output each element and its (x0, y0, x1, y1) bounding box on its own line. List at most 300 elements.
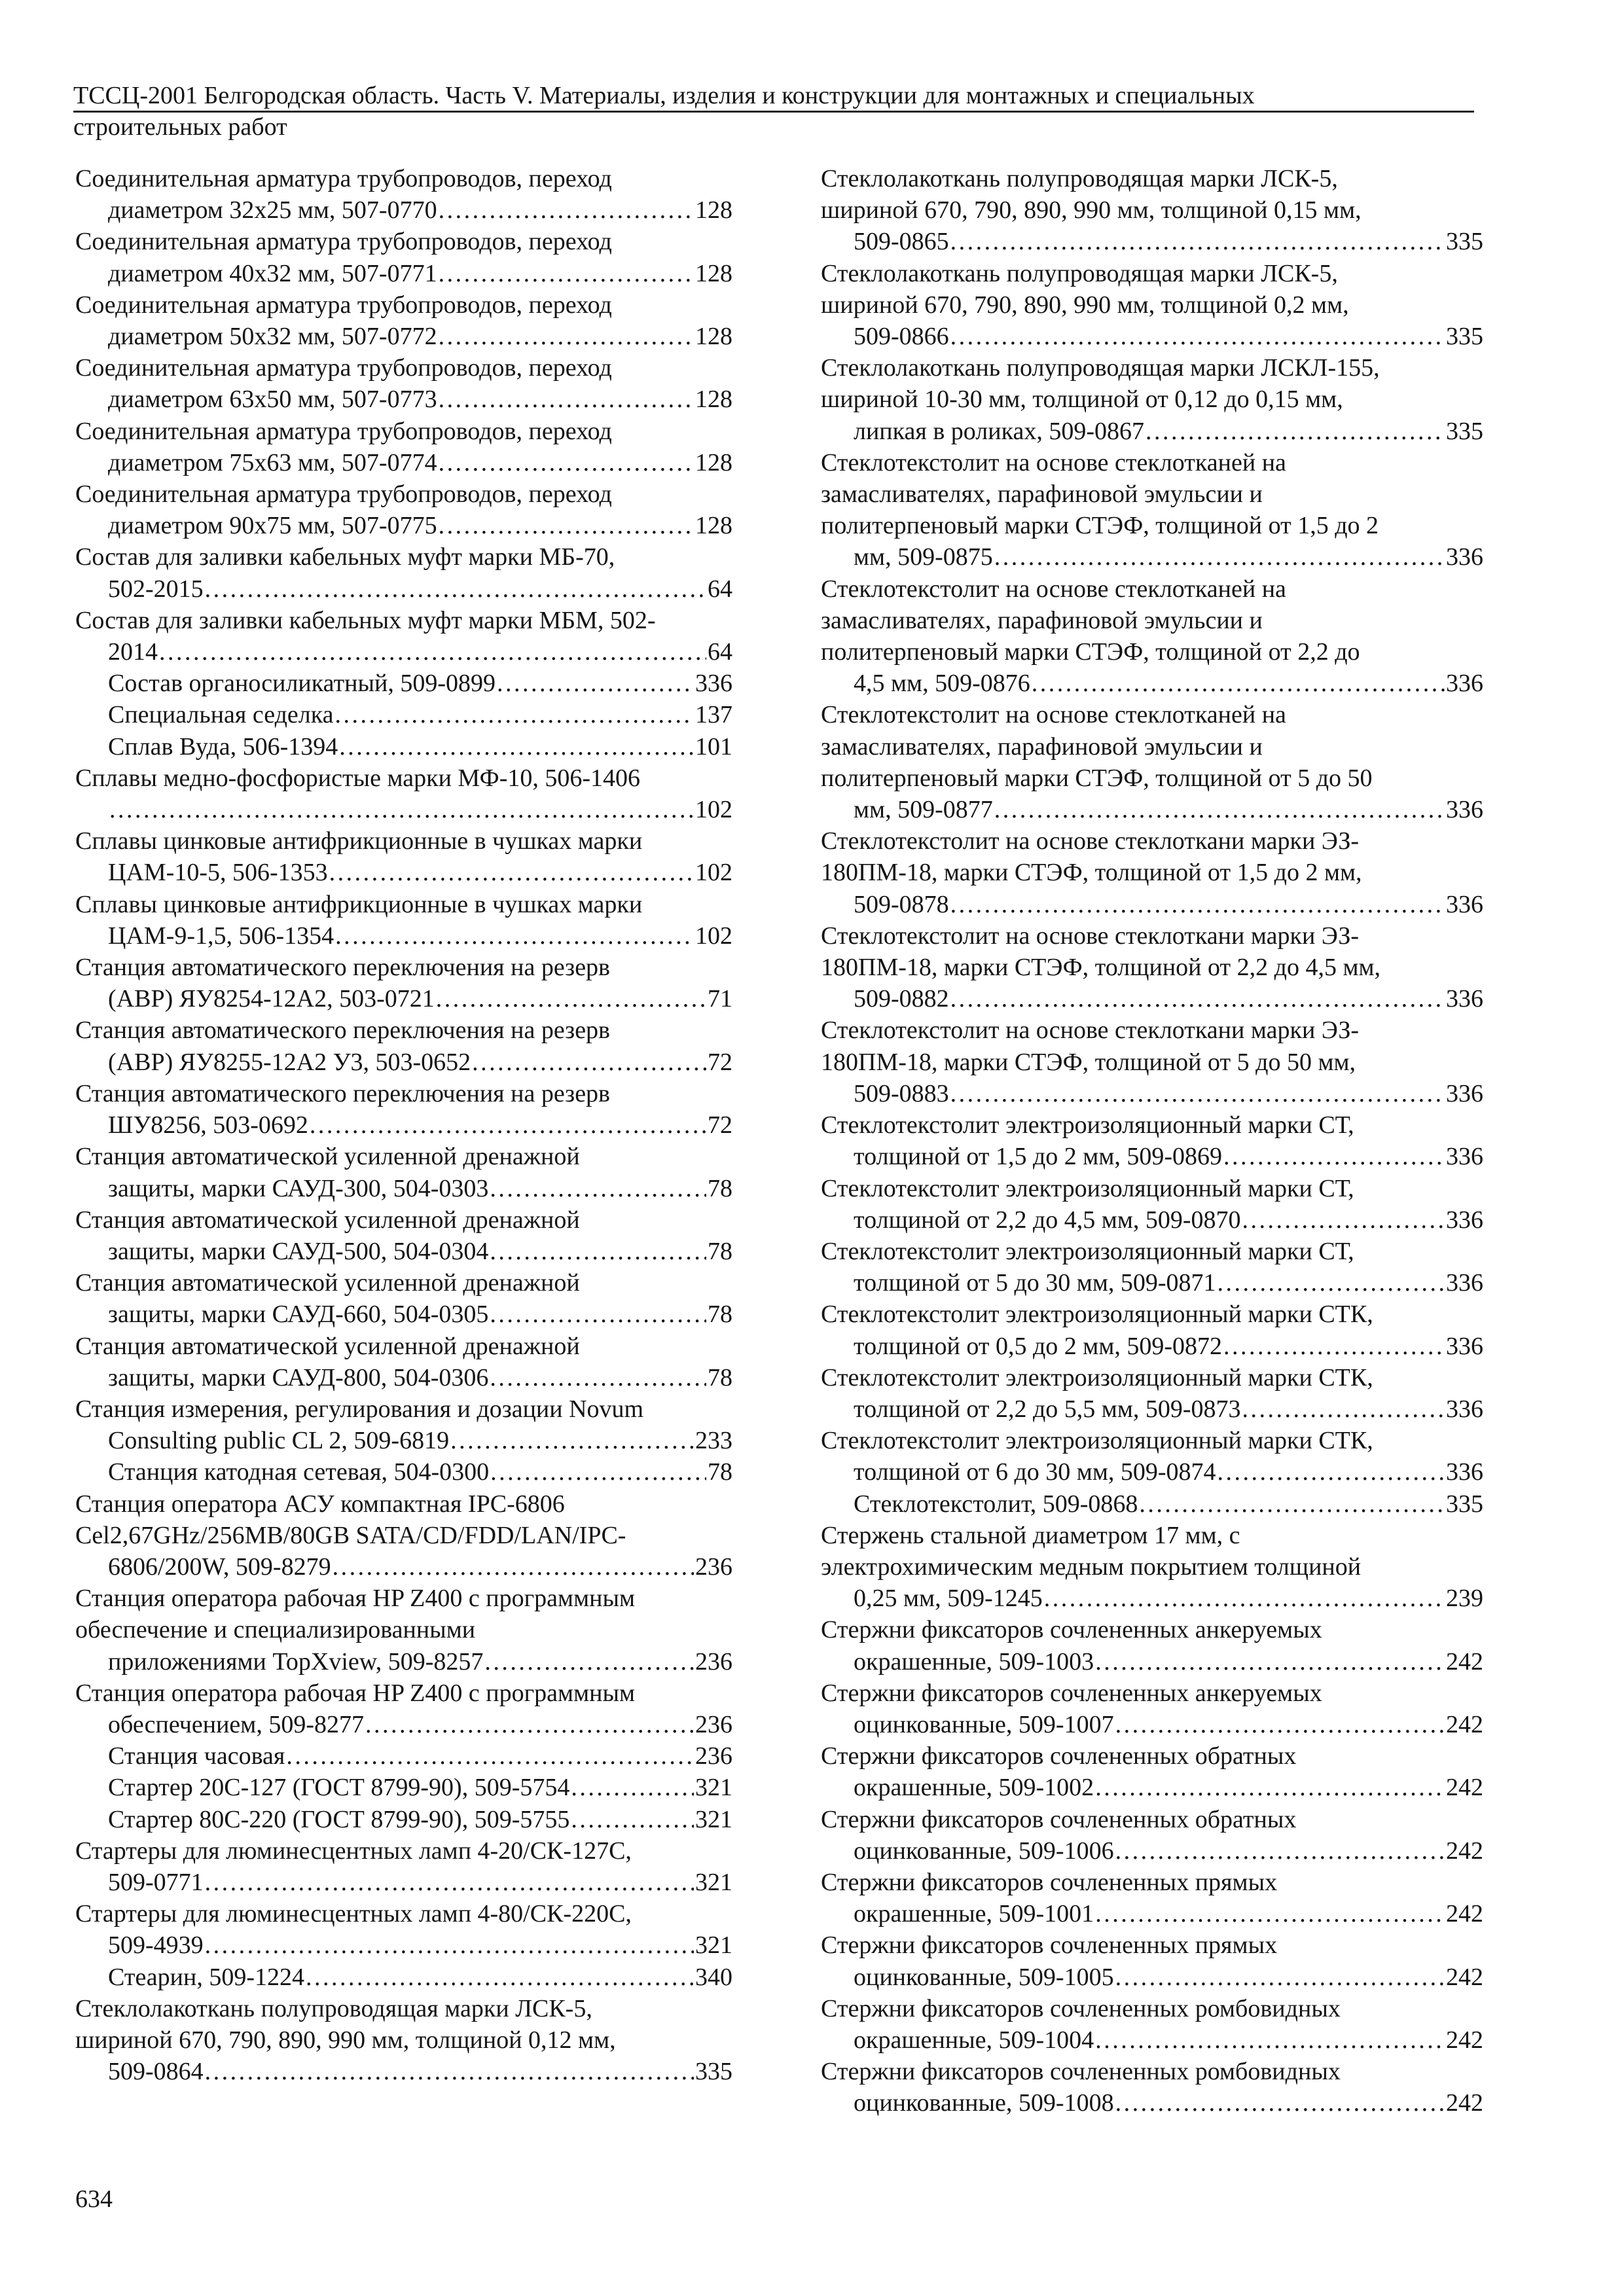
index-entry-page-number: 236 (695, 1647, 732, 1676)
index-entry-text-line: Стеклотекстолит, 509-0868 (854, 1490, 1138, 1518)
dot-leader (1218, 1456, 1445, 1488)
index-entry-text-line: 180ПМ-18, марки СТЭФ, толщиной от 5 до 50 мм, (821, 1048, 1356, 1076)
index-entry-text-line: Стеклотекстолит на основе стеклоткани марки ЭЗ- (821, 1016, 1360, 1045)
dot-leader (490, 1456, 706, 1488)
index-entry-text-line: окрашенные, 509-1001 (854, 1900, 1094, 1928)
index-entry (75, 1267, 732, 1330)
index-entry-text-line: 180ПМ-18, марки СТЭФ, толщиной от 1,5 до 2 мм, (821, 859, 1362, 887)
index-entry-page-number: 242 (1446, 1774, 1483, 1802)
dot-leader (497, 668, 694, 699)
dot-leader (205, 1929, 694, 1961)
index-entry-page-number: 321 (695, 1868, 732, 1896)
index-entry-text-line: диаметром 40х32 мм, 507-0771 (108, 259, 437, 287)
dot-leader (994, 794, 1445, 825)
dot-leader (1044, 1583, 1445, 1614)
index-entry-text-line: Стеклотекстолит электроизоляционный марки СТК, (821, 1363, 1373, 1391)
index-entry-page-number: 336 (1446, 1332, 1483, 1360)
index-entry-text-line: Станция автоматического переключения на резерв (75, 1016, 610, 1045)
index-entry-page-number: 336 (695, 670, 732, 698)
index-entry-page-number: 336 (1446, 1269, 1483, 1297)
index-entry-last-line (108, 1804, 732, 1835)
index-entry (821, 699, 1483, 825)
index-entry-text-line: Стеклотекстолит на основе стеклотканей на (821, 575, 1286, 603)
index-entry-text-line: защиты, марки САУД-800, 504-0306 (108, 1363, 489, 1391)
index-entry-text-line: приложениями TopXview, 509-8257 (108, 1647, 484, 1676)
index-entry-page-number: 335 (1446, 1490, 1483, 1518)
dot-leader (109, 794, 694, 825)
dot-leader (1242, 1204, 1445, 1236)
index-entry-last-line (854, 1962, 1483, 1993)
index-entry-page-number: 335 (1446, 417, 1483, 445)
index-entry (821, 1804, 1483, 1867)
index-entry-page-number: 336 (1446, 1206, 1483, 1234)
index-entry-text-line: 0,25 мм, 509-1245 (854, 1585, 1043, 1613)
index-entry-text-line: оцинкованные, 509-1006 (854, 1837, 1114, 1865)
index-entry-text-line: оцинкованные, 509-1008 (854, 2089, 1114, 2117)
index-entry (75, 889, 732, 952)
dot-leader (1095, 1898, 1445, 1929)
index-entry-text-line: обеспечение и специализированными (75, 1616, 476, 1644)
index-entry-text-line: Сплав Вуда, 506-1394 (108, 732, 338, 761)
index-entry (821, 1425, 1483, 1488)
index-entry-page-number: 242 (1446, 2089, 1483, 2117)
index-entry-last-line (854, 1583, 1483, 1614)
index-entry-text-line: диаметром 32х25 мм, 507-0770 (108, 196, 437, 224)
index-entry-text-line: электрохимическим медным покрытием толщиной (821, 1552, 1362, 1581)
index-entry (75, 668, 732, 699)
index-entry-page-number: 128 (695, 259, 732, 287)
index-entry-page-number: 71 (708, 985, 732, 1013)
dot-leader (490, 1362, 706, 1393)
dot-leader (484, 1646, 694, 1677)
index-entry-text-line: 509-0883 (854, 1079, 949, 1107)
index-entry (75, 1804, 732, 1835)
index-entry-last-line (108, 2056, 732, 2087)
index-entry-text-line: Стержни фиксаторов сочлененных анкеруемых (821, 1679, 1322, 1707)
index-entry-text-line: толщиной от 5 до 30 мм, 509-0871 (854, 1269, 1216, 1297)
index-entry-page-number: 336 (1446, 1079, 1483, 1107)
index-entry-text-line: Состав органосиликатный, 509-0899 (108, 670, 496, 698)
index-entry-text-line: Стартеры для люминесцентных ламп 4-20/СК-127С, (75, 1837, 632, 1865)
index-entry-page-number: 236 (695, 1552, 732, 1581)
index-entry-text-line: Стартеры для люминесцентных ламп 4-80/СК-220С, (75, 1900, 632, 1928)
index-entry-text-line: 502-2015 (108, 575, 204, 603)
running-header (73, 81, 1474, 141)
index-entry-text-line: мм, 509-0877 (854, 796, 993, 824)
dot-leader (339, 731, 694, 762)
index-entry-last-line (108, 1173, 732, 1204)
index-entry-text-line: шириной 670, 790, 890, 990 мм, толщиной 0,12 мм, (75, 2026, 616, 2054)
page-number: 634 (75, 2185, 113, 2213)
index-entry-text-line: 509-0866 (854, 323, 949, 351)
index-entry-page-number: 78 (708, 1363, 732, 1391)
index-entry (821, 1677, 1483, 1740)
dot-leader (439, 384, 694, 415)
index-entry-last-line (108, 1299, 732, 1330)
index-entry-text-line: Соединительная арматура трубопроводов, переход (75, 165, 612, 192)
index-entry-text-line: политерпеновый марки СТЭФ, толщиной от 1,5 до 2 (821, 512, 1379, 540)
index-column-left (75, 163, 732, 2087)
index-entry-text-line: 509-0865 (854, 228, 949, 256)
index-entry-text-line: толщиной от 2,2 до 4,5 мм, 509-0870 (854, 1206, 1241, 1234)
index-entry-text-line: Стеклолакоткань полупроводящая марки ЛСК-5, (821, 259, 1338, 287)
dot-leader (1115, 1709, 1445, 1740)
index-entry-text-line: Стеклолакоткань полупроводящая марки ЛСК-5, (75, 1994, 592, 2022)
index-entry-last-line (108, 321, 732, 352)
dot-leader (450, 1425, 694, 1456)
index-entry-text-line: Станция катодная сетевая, 504-0300 (108, 1458, 490, 1486)
index-entry-page-number: 242 (1446, 2026, 1483, 2054)
index-entry-last-line (854, 1646, 1483, 1677)
index-entry (75, 541, 732, 604)
dot-leader (571, 1772, 694, 1803)
dot-leader (1115, 1962, 1445, 1993)
index-entry-page-number: 64 (708, 575, 732, 603)
index-entry-last-line (108, 1425, 732, 1456)
index-entry-text-line: Станция измерения, регулирования и дозации Novum (75, 1395, 644, 1423)
index-entry (821, 1520, 1483, 1615)
index-entry-last-line (854, 889, 1483, 920)
index-entry-last-line (108, 731, 732, 762)
index-entry-text-line: шириной 670, 790, 890, 990 мм, толщиной 0,2 мм, (821, 291, 1349, 319)
index-column-right (821, 163, 1483, 2119)
index-entry-text-line: диаметром 90х75 мм, 507-0775 (108, 512, 437, 540)
index-entry-last-line (108, 1551, 732, 1583)
index-entry-text-line: липкая в роликах, 509-0867 (854, 417, 1145, 445)
index-entry-page-number: 336 (1446, 670, 1483, 698)
index-entry-last-line (854, 2087, 1483, 2119)
index-entry-page-number: 321 (695, 1774, 732, 1802)
index-entry-page-number: 336 (1446, 1143, 1483, 1171)
index-entry (821, 163, 1483, 258)
index-entry-page-number: 236 (695, 1742, 732, 1770)
index-entry-text-line: окрашенные, 509-1004 (854, 2026, 1094, 2054)
index-entry-text-line: 6806/200W, 509-8279 (108, 1552, 331, 1581)
index-entry-last-line (854, 226, 1483, 257)
index-entry-page-number: 242 (1446, 1710, 1483, 1738)
index-entry (75, 1141, 732, 1204)
index-entry-text-line: толщиной от 0,5 до 2 мм, 509-0872 (854, 1332, 1223, 1360)
index-entry-last-line (854, 541, 1483, 573)
index-entry-text-line: Сплавы цинковые антифрикционные в чушках марки (75, 890, 643, 918)
index-entry-text-line: Consulting public CL 2, 509-6819 (108, 1427, 450, 1455)
index-entry-text-line: Соединительная арматура трубопроводов, переход (75, 480, 612, 509)
dot-leader (950, 983, 1445, 1014)
index-entry (821, 352, 1483, 447)
index-entry-text-line: Стеклолакоткань полупроводящая марки ЛСК-5, (821, 165, 1338, 192)
index-entry (75, 952, 732, 1014)
index-entry-page-number: 242 (1446, 1963, 1483, 1991)
index-entry (75, 416, 732, 478)
index-entry (75, 1583, 732, 1677)
index-entry-last-line (108, 636, 732, 668)
index-entry (821, 1867, 1483, 1929)
index-entry-last-line (108, 573, 732, 605)
index-entry-text-line: диаметром 63х50 мм, 507-0773 (108, 386, 437, 414)
index-entry-page-number: 128 (695, 386, 732, 414)
dot-leader (950, 226, 1445, 257)
index-entry-last-line (108, 920, 732, 952)
index-entry-page-number: 336 (1446, 890, 1483, 918)
dot-leader (205, 1867, 694, 1898)
index-entry-last-line (854, 794, 1483, 825)
dot-leader (439, 447, 694, 478)
index-entry-page-number: 137 (695, 701, 732, 729)
index-entry-last-line (854, 1835, 1483, 1867)
index-entry-text-line: Стержни фиксаторов сочлененных анкеруемых (821, 1616, 1322, 1644)
dot-leader (472, 1047, 706, 1078)
dot-leader (306, 1962, 694, 1993)
index-entry-last-line (108, 384, 732, 415)
index-entry-text-line: Соединительная арматура трубопроводов, переход (75, 291, 612, 319)
index-entry-text-line: Станция часовая (108, 1742, 285, 1770)
index-entry-text-line: Стартер 80С-220 (ГОСТ 8799-90), 509-5755 (108, 1805, 570, 1833)
index-entry (821, 1740, 1483, 1803)
index-entry (821, 920, 1483, 1015)
index-entry (821, 1299, 1483, 1361)
index-entry-text-line: 180ПМ-18, марки СТЭФ, толщиной от 2,2 до 4,5 мм, (821, 954, 1381, 982)
dot-leader (1223, 1141, 1445, 1172)
index-entry (75, 163, 732, 226)
index-entry-last-line (854, 1141, 1483, 1172)
dot-leader (1146, 416, 1445, 447)
index-entry-page-number: 102 (695, 859, 732, 887)
dot-leader (490, 1299, 706, 1330)
index-entry-text-line: Станция автоматической усиленной дренажной (75, 1332, 580, 1360)
index-entry-text-line: Стеклотекстолит на основе стеклотканей на (821, 701, 1286, 729)
index-entry-page-number: 242 (1446, 1900, 1483, 1928)
index-entry-page-number: 335 (695, 2058, 732, 2086)
index-entry-page-number: 236 (695, 1710, 732, 1738)
index-entry-last-line (854, 1456, 1483, 1488)
index-entry (75, 825, 732, 888)
index-entry-page-number: 101 (695, 732, 732, 761)
index-entry-page-number: 239 (1446, 1585, 1483, 1613)
index-entry-text-line: Сплавы медно-фосфористые марки МФ-10, 506-1406 (75, 764, 641, 792)
index-entry (75, 1835, 732, 1898)
index-entry (75, 1014, 732, 1077)
dot-leader (365, 1709, 694, 1740)
index-entry-page-number: 321 (695, 1805, 732, 1833)
dot-leader (1139, 1488, 1445, 1520)
index-entry-text-line: ШУ8256, 503-0692 (108, 1111, 308, 1139)
index-entry-last-line (854, 1393, 1483, 1425)
index-entry-last-line (854, 983, 1483, 1014)
index-entry-text-line: (АВР) ЯУ8254-12А2, 503-0721 (108, 985, 435, 1013)
dot-leader (571, 1804, 694, 1835)
index-entry-page-number: 72 (708, 1048, 732, 1076)
index-entry-text-line: Состав для заливки кабельных муфт марки МБ-70, (75, 543, 615, 571)
index-entry-text-line: Стартер 20С-127 (ГОСТ 8799-90), 509-5754 (108, 1774, 570, 1802)
index-entry-last-line (108, 1772, 732, 1803)
index-entry (75, 1204, 732, 1267)
index-entry-text-line: шириной 10-30 мм, толщиной от 0,12 до 0,15 мм, (821, 386, 1343, 414)
index-entry (75, 352, 732, 415)
index-entry-last-line (108, 1867, 732, 1898)
index-entry (75, 605, 732, 668)
index-entry-page-number: 336 (1446, 985, 1483, 1013)
index-entry-text-line: 509-0882 (854, 985, 949, 1013)
index-entry-page-number: 242 (1446, 1647, 1483, 1676)
index-entry-text-line: Станция автоматического переключения на резерв (75, 1079, 610, 1107)
index-entry-last-line (108, 194, 732, 226)
dot-leader (1242, 1393, 1445, 1425)
index-entry-page-number: 102 (695, 922, 732, 950)
index-entry-text-line: ЦАМ-10-5, 506-1353 (108, 859, 328, 887)
index-entry-text-line: Стержни фиксаторов сочлененных ромбовидных (821, 1994, 1341, 2022)
index-entry-last-line (108, 258, 732, 289)
index-entry-text-line: Стержни фиксаторов сочлененных ромбовидных (821, 2058, 1341, 2086)
index-entry (821, 2056, 1483, 2119)
header-title-line2: строительных работ (73, 113, 287, 141)
index-entry-text-line: мм, 509-0875 (854, 543, 993, 571)
index-entry-text-line: Стеклотекстолит на основе стеклоткани марки ЭЗ- (821, 922, 1360, 950)
index-entry-page-number: 102 (695, 796, 732, 824)
index-entry-text-line: 2014 (108, 638, 158, 666)
index-entry-last-line (108, 1047, 732, 1078)
index-entry-text-line: Станция оператора АСУ компактная IPC-6806 (75, 1490, 565, 1518)
index-entry-text-line: оцинкованные, 509-1007 (854, 1710, 1114, 1738)
index-entry-text-line: 509-0864 (108, 2058, 204, 2086)
index-entry (75, 1331, 732, 1393)
index-entry-text-line: защиты, марки САУД-500, 504-0304 (108, 1237, 489, 1265)
index-entry-page-number: 128 (695, 512, 732, 540)
index-entry (821, 1993, 1483, 2056)
index-entry-last-line (854, 1267, 1483, 1299)
dot-leader (205, 2056, 694, 2087)
index-entry-last-line (108, 1962, 732, 1993)
index-entry-text-line: 4,5 мм, 509-0876 (854, 670, 1030, 698)
index-entry-page-number: 72 (708, 1111, 732, 1139)
index-entry-page-number: 321 (695, 1931, 732, 1960)
index-entry-page-number: 78 (708, 1300, 732, 1329)
index-entry (75, 731, 732, 762)
index-entry (75, 226, 732, 289)
dot-leader (329, 857, 694, 888)
index-entry-text-line: шириной 670, 790, 890, 990 мм, толщиной 0,15 мм, (821, 196, 1362, 224)
index-entry-text-line: Стержни фиксаторов сочлененных обратных (821, 1742, 1297, 1770)
index-entry (75, 699, 732, 730)
dot-leader (950, 889, 1445, 920)
index-entry (821, 1236, 1483, 1299)
index-entry-text-line: Стеклотекстолит на основе стеклоткани марки ЭЗ- (821, 827, 1360, 855)
dot-leader (1115, 1835, 1445, 1867)
index-entry-text-line: замасливателях, парафиновой эмульсии и (821, 732, 1263, 761)
index-entry-text-line: Стержни фиксаторов сочлененных обратных (821, 1805, 1297, 1833)
index-entry-last-line (108, 1646, 732, 1677)
index-entry (821, 1614, 1483, 1677)
dot-leader (439, 510, 694, 541)
index-entry (75, 1962, 732, 1993)
index-entry (75, 1488, 732, 1583)
dot-leader (159, 636, 706, 668)
index-entry-text-line: диаметром 75х63 мм, 507-0774 (108, 448, 437, 476)
index-entry-last-line (854, 416, 1483, 447)
index-entry (821, 1014, 1483, 1109)
dot-leader (335, 699, 694, 730)
index-entry-text-line: Стержень стальной диаметром 17 мм, с (821, 1521, 1240, 1549)
dot-leader (436, 983, 706, 1014)
index-entry (821, 447, 1483, 573)
index-entry-text-line: замасливателях, парафиновой эмульсии и (821, 606, 1263, 634)
index-entry-last-line (854, 1772, 1483, 1803)
index-entry (821, 573, 1483, 700)
index-entry-last-line (108, 1929, 732, 1961)
dot-leader (994, 541, 1445, 573)
dot-leader (286, 1740, 694, 1772)
index-entry-text-line: Станция автоматического переключения на резерв (75, 954, 610, 982)
index-entry-text-line: Стеклотекстолит электроизоляционный марки СТ, (821, 1237, 1354, 1265)
index-entry-text-line: Стеклотекстолит электроизоляционный марки СТ, (821, 1174, 1354, 1202)
dot-leader (1095, 1646, 1445, 1677)
dot-leader (333, 1551, 694, 1583)
index-entry-last-line (108, 1109, 732, 1141)
dot-leader (950, 1078, 1445, 1109)
dot-leader (1095, 2024, 1445, 2056)
dot-leader (490, 1236, 706, 1267)
index-entry-text-line: толщиной от 2,2 до 5,5 мм, 509-0873 (854, 1395, 1241, 1423)
dot-leader (1218, 1267, 1445, 1299)
index-entry-text-line: Стеклотекстолит электроизоляционный марки СТК, (821, 1427, 1373, 1455)
dot-leader (490, 1173, 706, 1204)
index-entry-last-line (854, 2024, 1483, 2056)
index-entry-last-line (108, 857, 732, 888)
index-entry (75, 289, 732, 352)
index-entry (821, 1488, 1483, 1520)
index-entry-text-line: Стеклотекстолит на основе стеклотканей на (821, 448, 1286, 476)
index-entry-text-line: Станция автоматической усиленной дренажной (75, 1269, 580, 1297)
index-entry-page-number: 336 (1446, 1458, 1483, 1486)
index-entry-page-number: 336 (1446, 1395, 1483, 1423)
index-entry-text-line: окрашенные, 509-1002 (854, 1774, 1094, 1802)
index-entry-text-line: Специальная седелка (108, 701, 334, 729)
index-entry (75, 1740, 732, 1772)
index-entry (75, 1078, 732, 1141)
index-entry-last-line (108, 1236, 732, 1267)
index-entry (75, 478, 732, 541)
index-entry (75, 1772, 732, 1803)
dot-leader (205, 573, 706, 605)
index-entry-text-line: Соединительная арматура трубопроводов, переход (75, 228, 612, 256)
index-entry-last-line (108, 1362, 732, 1393)
index-entry-last-line (854, 1488, 1483, 1520)
index-entry-text-line: окрашенные, 509-1003 (854, 1647, 1094, 1676)
index-entry (821, 258, 1483, 353)
header-title-line1: ТССЦ-2001 Белгородская область. Часть V. Материалы, изделия и конструкции для монтажных и специальных (73, 82, 1255, 109)
index-entry-page-number: 336 (1446, 796, 1483, 824)
index-entry-text-line: политерпеновый марки СТЭФ, толщиной от 2,2 до (821, 638, 1360, 666)
dot-leader (310, 1109, 706, 1141)
index-entry-text-line: 509-0878 (854, 890, 949, 918)
dot-leader (1115, 2087, 1445, 2119)
dot-leader (335, 920, 694, 952)
index-entry-last-line (854, 668, 1483, 699)
index-entry-last-line (108, 510, 732, 541)
index-entry (821, 1109, 1483, 1172)
index-entry-text-line: Стеарин, 509-1224 (108, 1963, 304, 1991)
index-entry-last-line (108, 983, 732, 1014)
index-entry-page-number: 233 (695, 1427, 732, 1455)
index-entry-text-line: Стеклолакоткань полупроводящая марки ЛСКЛ-155, (821, 354, 1380, 382)
index-entry (821, 1362, 1483, 1425)
index-entry-text-line: 509-4939 (108, 1931, 204, 1960)
index-entry-page-number: 78 (708, 1174, 732, 1202)
index-entry-text-line: толщиной от 6 до 30 мм, 509-0874 (854, 1458, 1216, 1486)
index-entry-last-line (108, 1456, 732, 1488)
index-entry-text-line: (АВР) ЯУ8255-12А2 У3, 503-0652 (108, 1048, 471, 1076)
dot-leader (950, 321, 1445, 352)
index-entry-page-number: 128 (695, 448, 732, 476)
